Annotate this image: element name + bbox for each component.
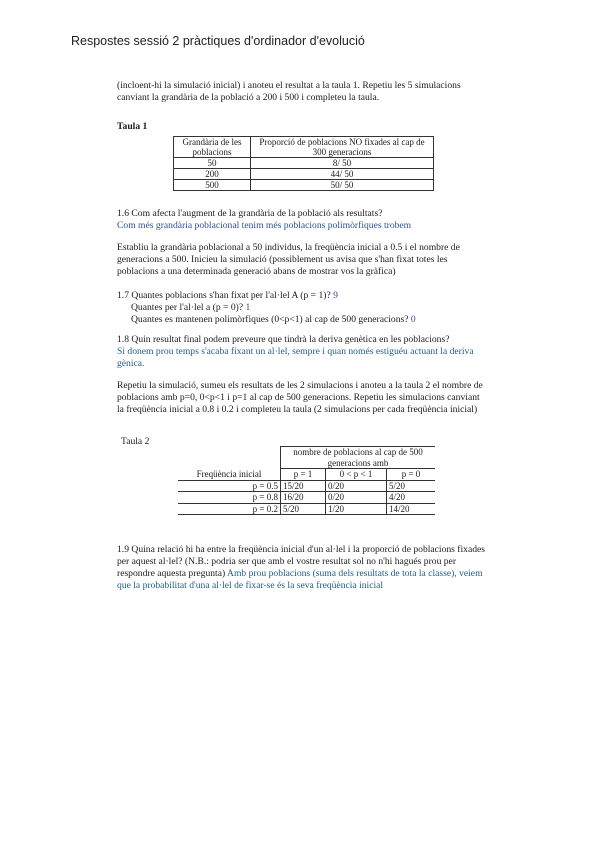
- question-1-7: [117, 290, 487, 326]
- table2-col-header: p = 0: [387, 469, 436, 481]
- table1-col2-header: Proporció de poblacions NO fixades al cap de 300 generacions: [251, 137, 434, 158]
- table2-title: Taula 2: [121, 436, 150, 447]
- answer-text: 9: [333, 290, 338, 301]
- table2-rowlabel-cell: p = 0.8: [178, 492, 281, 504]
- table1-title: Taula 1: [117, 121, 148, 132]
- question-text: 1.7 Quantes poblacions s'han fixat per l'al·lel A (p = 1)?: [117, 290, 331, 301]
- answer-text: 0: [410, 314, 416, 325]
- table2-cell: 15/20: [281, 480, 326, 492]
- question-text: Quantes es mantenen polimòrfiques (0<p<1) al cap de 500 generacions?: [131, 314, 409, 325]
- table1-size: 50: [174, 158, 251, 169]
- table2-cell: 16/20: [281, 492, 326, 504]
- question-1-9: [117, 544, 487, 592]
- table2-cell: 0/20: [326, 480, 387, 492]
- table2-cell: 14/20: [387, 503, 436, 515]
- answer-text: 1: [245, 302, 251, 313]
- intro-paragraph: (incloent-hi la simulació inicial) i anoteu el resultat a la taula 1. Repetiu les 5 simulacions canviant la grandària de la població a 200 i 500 i completeu la taula.: [117, 80, 461, 103]
- table2-col-header: 0 < p < 1: [326, 469, 387, 481]
- question-text: 1.9 Quina relació hi ha entre la freqüència inicial d'un al·lel i la proporció de poblacions fixades per aquest al·lel? (N.B.: podria ser que amb el vostre resultat sol no n'hi hagués prou per respondre aquesta pregunta): [117, 544, 486, 579]
- table-row: [178, 480, 435, 492]
- table2-cell: 4/20: [387, 492, 436, 504]
- table2-cell: 5/20: [387, 480, 436, 492]
- question-text: 1.8 Quin resultat final podem preveure que tindrà la deriva genètica en les poblacions?: [117, 334, 450, 345]
- answer-text: Amb prou poblacions (suma dels resultats de tota la classe), veiem que la probabilitat d'una al·lel de fixar-se és la seva freqüència inicial: [117, 568, 483, 591]
- table1: [173, 136, 434, 191]
- table1-size: 500: [174, 180, 251, 191]
- table2-rowlabel-cell: p = 0.2: [178, 503, 281, 515]
- question-1-8: [117, 334, 487, 370]
- question-text: 1.6 Com afecta l'augment de la grandària de la població als resultats?: [117, 208, 383, 219]
- table1-value: 50/ 50: [251, 180, 434, 191]
- question-text: Quantes per l'al·lel a (p = 0)?: [131, 302, 244, 313]
- table-row: [174, 169, 434, 180]
- table2-cell: 0/20: [326, 492, 387, 504]
- table2-cell: 1/20: [326, 503, 387, 515]
- table2: [178, 446, 435, 515]
- answer-text: Com més grandària poblacional tenim més poblacions polimòrfiques trobem: [117, 220, 412, 231]
- table-row: [178, 503, 435, 515]
- table1-value: 44/ 50: [251, 169, 434, 180]
- table2-rowlabel: Freqüència inicial: [178, 469, 281, 481]
- table-row: [178, 492, 435, 504]
- table-row: [174, 180, 434, 191]
- instructions-1: Establiu la grandària poblacional a 50 individus, la freqüència inicial a 0.5 i el nombre de generacions a 500. Inicieu la simulació (possiblement us avisa que s'han fixat totes les poblacions a una determinada generació abans de mostrar vos la gràfica): [117, 242, 460, 277]
- answer-text: Si donem prou temps s'acaba fixant un al·lel, sempre i quan només estiguéu actuant la deriva gènica.: [117, 346, 474, 369]
- instructions-2: Repetiu la simulació, sumeu els resultats de les 2 simulacions i anoteu a la taula 2 el nombre de poblacions amb p=0, 0<p<1 i p=1 al cap de 500 generacions. Repetiu les simulacions canviant la freqüència inicial a 0.8 i 0.2 i completeu la taula (2 simulacions per cada freqüència inicial): [117, 380, 483, 415]
- table2-cell: 5/20: [281, 503, 326, 515]
- table1-size: 200: [174, 169, 251, 180]
- table-row: [174, 158, 434, 169]
- question-1-6: [117, 208, 487, 232]
- table2-col-header: p = 1: [281, 469, 326, 481]
- table1-col1-header: Grandària de les poblacions: [174, 137, 251, 158]
- table1-value: 8/ 50: [251, 158, 434, 169]
- table2-header: nombre de poblacions al cap de 500 generacions amb: [281, 447, 436, 469]
- page-header: Respostes sessió 2 pràctiques d'ordinador d'evolució: [71, 34, 365, 48]
- table2-rowlabel-cell: p = 0.5: [178, 480, 281, 492]
